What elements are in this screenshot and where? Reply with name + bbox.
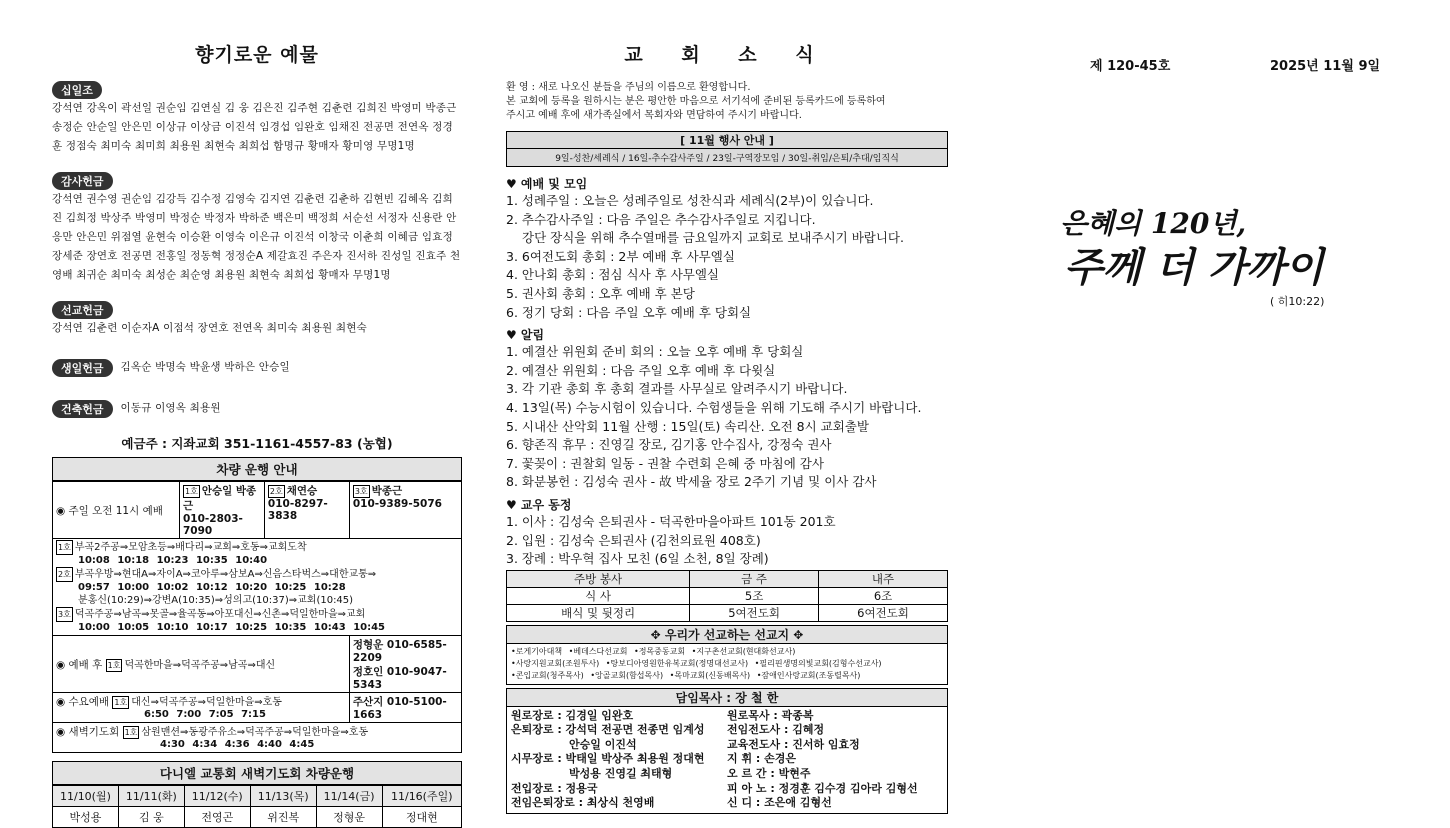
kitchen-cell: 5여전도회 xyxy=(690,604,819,621)
daniel-name: 박성용 xyxy=(53,807,119,828)
notice-item: 4. 13일(목) 수능시험이 있습니다. 수험생들을 위해 기도해 주시기 바랍니다. xyxy=(506,399,922,415)
daniel-name: 정대현 xyxy=(382,807,461,828)
mission-title: ✥ 우리가 선교하는 선교지 ✥ xyxy=(507,626,947,644)
route-2-times: 09:57 10:00 10:02 10:12 10:20 10:25 10:28 xyxy=(78,582,346,593)
after-tag: 1호 xyxy=(107,660,121,670)
staff-line: 안승일 이진석 xyxy=(569,737,637,751)
welcome-line-1: 환 영 : 새로 나오신 분들을 주님의 이름으로 환영합니다. xyxy=(506,82,751,93)
daniel-name: 김 웅 xyxy=(118,807,184,828)
staff-list xyxy=(507,707,947,813)
wed-tag: 1호 xyxy=(114,698,128,707)
birthday-names: 김옥순 박명숙 박윤생 박하은 안승일 xyxy=(120,361,290,373)
daniel-date: 11/12(수) xyxy=(184,786,250,807)
after-service-row xyxy=(53,636,350,693)
building-section xyxy=(52,399,462,418)
driver-3-phone: 010-9389-5076 xyxy=(352,498,442,510)
issue-date: 2025년 11월 9일 xyxy=(1270,59,1381,74)
mission-offering-section xyxy=(52,301,462,338)
staff-line: 지 휘 : 손경은 xyxy=(727,752,797,766)
birthday-badge: 생일헌금 xyxy=(52,359,113,377)
daniel-date: 11/14(금) xyxy=(316,786,382,807)
kitchen-cell: 6여전도회 xyxy=(819,604,948,621)
mission-box xyxy=(506,625,948,685)
member-item: 2. 입원 : 김성숙 은퇴권사 (김천의료원 408호) xyxy=(506,532,761,548)
driver-2 xyxy=(264,482,349,539)
wed-times: 6:50 7:00 7:05 7:15 xyxy=(144,709,266,720)
daniel-table xyxy=(52,785,462,828)
kitchen-cell: 6조 xyxy=(819,587,948,604)
route-3-tag: 3호 xyxy=(56,607,73,622)
daniel-name: 전영곤 xyxy=(184,807,250,828)
dawn-row xyxy=(53,723,462,753)
staff-line: 박성용 진영길 최태형 xyxy=(569,767,673,781)
pastor-title: 담임목사 : 장 철 한 xyxy=(507,689,947,707)
kitchen-cell: 5조 xyxy=(690,587,819,604)
member-heading: ♥ 교우 동정 xyxy=(506,497,572,512)
dawn-label: ◉ 새벽기도회 xyxy=(56,726,120,738)
mission-line: •콘입교회(청주목사) •앙골교회(함섭목사) •목마교회(신동배목사) •잠애인사랑교회(조동렬목사) xyxy=(511,670,861,680)
notice-item: 6. 향존직 휴무 : 진영길 장로, 김기홍 안수집사, 강정숙 권사 xyxy=(506,437,832,453)
staff-right xyxy=(727,709,943,811)
route-2-tag: 2호 xyxy=(56,567,73,582)
logo-ref: ( 히10:22) xyxy=(1270,295,1325,308)
dawn-route: 삼원맨션⇒동광주유소⇒덕곡주공⇒덕일한마을⇒호동 xyxy=(141,727,369,738)
after-phone-2: 정호인 010-9047-5343 xyxy=(352,666,447,691)
route-1-text: 부곡2주공⇒모암초등⇒배다리⇒교회⇒호동⇒교회도착 xyxy=(74,542,307,553)
pastor-box xyxy=(506,688,948,814)
daniel-dates-row xyxy=(53,786,462,807)
daniel-name: 정형운 xyxy=(316,807,382,828)
dawn-tag: 1호 xyxy=(124,728,138,737)
daniel-schedule xyxy=(52,761,462,828)
wed-route: 대신⇒덕곡주공⇒덕일한마을⇒호동 xyxy=(131,697,282,708)
after-phones xyxy=(349,636,461,693)
driver-1 xyxy=(180,482,265,539)
route-1 xyxy=(56,540,458,555)
driver-2-phone: 010-8297-3838 xyxy=(267,498,328,522)
route-2-text: 부곡우방⇒현대A⇒자이A⇒코아루⇒삼보A⇒신음스타벅스⇒대한교통⇒ xyxy=(74,569,377,580)
thanks-badge: 감사헌금 xyxy=(52,172,113,190)
daniel-title: 다니엘 교통회 새벽기도회 차량운행 xyxy=(52,761,462,785)
worship-item: 5. 권사회 총회 : 오후 예배 후 본당 xyxy=(506,285,695,301)
bank-account: 예금주 : 지좌교회 351-1161-4557-83 (농협) xyxy=(121,436,393,451)
worship-item: 강단 장식을 위해 추수열매를 금요일까지 교회로 보내주시기 바랍니다. xyxy=(522,230,904,246)
vehicle-title: 차량 운행 안내 xyxy=(52,457,462,481)
staff-line: 원로장로 : 김경일 임완호 xyxy=(511,708,634,722)
kitchen-table xyxy=(506,570,948,622)
daniel-date: 11/11(화) xyxy=(118,786,184,807)
staff-line: 피 아 노 : 정경훈 김수경 김아라 김형선 xyxy=(727,781,918,795)
issue-number: 제 120-45호 xyxy=(1090,59,1171,74)
staff-left xyxy=(511,709,727,811)
kitchen-cell: 식 사 xyxy=(507,587,690,604)
wed-label: ◉ 수요예배 xyxy=(56,696,110,708)
building-names: 이동규 이영옥 최용원 xyxy=(120,402,221,414)
logo-line-1: 은혜의 120년, xyxy=(1060,207,1247,240)
daniel-date: 11/13(목) xyxy=(250,786,316,807)
route-3 xyxy=(56,607,458,622)
staff-line: 오 르 간 : 박현주 xyxy=(727,767,811,781)
event-title: [ 11월 행사 안내 ] xyxy=(507,132,947,149)
building-badge: 건축헌금 xyxy=(52,400,113,418)
driver-1-name: 안승일 박종근 xyxy=(183,485,257,512)
staff-line: 전임은퇴장로 : 최상식 천영배 xyxy=(511,796,655,810)
daniel-date: 11/16(주일) xyxy=(382,786,461,807)
thanks-names: 강석연 권수영 권순임 김강득 김수정 김영숙 김지연 김춘련 김춘하 김현빈 김혜옥 김희진 김희정 박상주 박영미 박정순 박정자 박하준 백은미 백정희 서순선 서정자 신용란 안응만 안은민 위점열 윤현숙 이승환 이영숙 이은규 이진석 이창국 이춘희 이혜금 임효정 장세준 장연호 전공면 전홍일 정동혁 정정순A 제갈효진 주은자 진서하 진성일 진효주 천영배 최귀순 최미숙 최성순 최순영 최용원 최현숙 최희섭 황매자 무명1명 xyxy=(52,193,461,281)
kitchen-header: 주방 봉사 xyxy=(507,570,690,587)
sunday-label: ◉ 주일 오전 11시 예배 xyxy=(53,482,180,539)
after-route: 덕곡한마을⇒덕곡주공⇒남곡⇒대신 xyxy=(124,659,276,671)
staff-line: 교육전도사 : 진서하 임효정 xyxy=(727,737,860,751)
route-2-extra: 분홍신(10:29)⇒강변A(10:35)⇒성의고(10:37)⇒교회(10:45) xyxy=(78,595,354,606)
route-1-tag: 1호 xyxy=(56,540,73,555)
staff-line: 원로목사 : 곽종복 xyxy=(727,708,814,722)
mission-offering-badge: 선교헌금 xyxy=(52,301,113,319)
notice-item: 8. 화분봉헌 : 김성숙 권사 - 故 박세율 장로 2주기 기념 및 이사 감사 xyxy=(506,474,877,490)
routes-cell xyxy=(53,539,462,636)
driver-2-tag: 2호 xyxy=(269,487,283,496)
welcome-text xyxy=(506,81,948,123)
staff-line: 전임전도사 : 김혜정 xyxy=(727,723,825,737)
route-3-text: 덕곡주공⇒남곡⇒못골⇒율곡동⇒아포대신⇒신촌⇒덕일한마을⇒교회 xyxy=(74,609,366,620)
daniel-names-row xyxy=(53,807,462,828)
driver-1-tag: 1호 xyxy=(185,487,198,496)
worship-heading: ♥ 예배 및 모임 xyxy=(506,177,588,191)
kitchen-row xyxy=(507,604,948,621)
kitchen-cell: 배식 및 뒷정리 xyxy=(507,604,690,621)
staff-line: 시무장로 : 박태일 박상주 최용원 정대현 xyxy=(511,752,705,766)
logo-line-2: 주께 더 가까이 xyxy=(1064,244,1324,291)
daniel-name: 위진복 xyxy=(250,807,316,828)
worship-item: 4. 안나회 총회 : 점심 식사 후 사무엘실 xyxy=(506,267,720,283)
thanks-section xyxy=(52,172,462,285)
driver-1-phone: 010-2803-7090 xyxy=(183,513,243,537)
route-3-times: 10:00 10:05 10:10 10:17 10:25 10:35 10:43 10:45 xyxy=(78,622,386,633)
birthday-section xyxy=(52,358,462,377)
kitchen-header: 금 주 xyxy=(690,570,819,587)
mission-line: •로게기아대책 •베데스다선교회 •정목중동교회 •지구촌선교회(현대화선교사) xyxy=(511,646,796,656)
notice-item: 2. 예결산 위원회 : 다음 주일 오후 예배 후 다윗실 xyxy=(506,362,776,378)
worship-item: 1. 성례주일 : 오늘은 성례주일로 성찬식과 세례식(2부)이 있습니다. xyxy=(506,193,874,208)
daniel-date: 11/10(월) xyxy=(53,786,119,807)
dawn-times: 4:30 4:34 4:36 4:40 4:45 xyxy=(160,739,315,750)
tithe-names: 강석연 강옥이 곽선일 권순임 김연실 김 웅 김은진 김주현 김춘련 김희진 박영미 박종근 송정순 안순일 안은민 이상규 이상금 이진석 임경섭 임완호 임채진 전공면 전연옥 정경훈 정점숙 최미숙 최미희 최용원 최현숙 최희섭 함명규 황매자 황미영 무명1명 xyxy=(52,102,457,152)
after-phone-1: 정형운 010-6585-2209 xyxy=(352,639,447,664)
staff-line: 전입장로 : 정용국 xyxy=(511,781,598,795)
wed-phone xyxy=(349,693,461,723)
kitchen-row xyxy=(507,587,948,604)
wed-phone-text: 주산지 010-5100-1663 xyxy=(352,696,447,721)
tithe-badge: 십일조 xyxy=(52,81,102,99)
vehicle-table xyxy=(52,481,462,753)
driver-3 xyxy=(349,482,461,539)
event-box xyxy=(506,131,948,167)
member-item: 3. 장례 : 박우혁 집사 모친 (6일 소천, 8일 장례) xyxy=(506,551,769,567)
notice-item: 5. 시내산 산악회 11월 산행 : 15일(토) 속리산. 오전 8시 교회출발 xyxy=(506,418,869,434)
tithe-section xyxy=(52,81,462,156)
mission-list xyxy=(507,644,947,684)
worship-item: 6. 정기 당회 : 다음 주일 오후 예배 후 당회실 xyxy=(506,304,752,320)
after-label: ◉ 예배 후 xyxy=(56,658,103,671)
driver-3-name: 박종근 xyxy=(371,485,403,497)
vehicle-schedule xyxy=(52,457,462,753)
offering-column xyxy=(52,0,462,828)
news-title: 교 회 소 식 xyxy=(624,44,830,66)
mission-line: •사랑지원교회(조원투사) •탕보디아영원한유복교회(정명대선교사) •필리핀생명의빛교회(김형수선교사) xyxy=(511,658,882,668)
notice-heading: ♥ 알림 xyxy=(506,328,545,343)
wednesday-row xyxy=(53,693,350,723)
notice-item: 3. 각 기관 총회 후 총회 결과를 사무실로 알려주시기 바랍니다. xyxy=(506,381,848,397)
mission-offering-names: 강석연 김춘련 이순자A 이점석 장연호 전연옥 최미숙 최용원 최현숙 xyxy=(52,322,367,334)
route-2 xyxy=(56,567,458,582)
welcome-line-2: 본 교회에 등록을 원하시는 분은 평안한 마음으로 서기석에 준비된 등록카드에 등록하여 xyxy=(506,96,886,107)
event-sub: 9일-성찬/세례식 / 16일-추수감사주일 / 23일-구역장모임 / 30일-취임/은퇴/추대/임직식 xyxy=(555,154,899,164)
notice-item: 1. 예결산 위원회 준비 회의 : 오늘 오후 예배 후 당회실 xyxy=(506,344,804,360)
staff-line: 신 디 : 조은애 김형선 xyxy=(727,796,832,810)
offering-title: 향기로운 예물 xyxy=(195,44,319,66)
member-list xyxy=(506,513,948,569)
notice-list xyxy=(506,343,948,492)
anniversary-logo xyxy=(1060,195,1360,315)
kitchen-header: 내주 xyxy=(819,570,948,587)
driver-3-tag: 3호 xyxy=(354,487,368,496)
member-item: 1. 이사 : 김성숙 은퇴권사 - 덕곡한마을아파트 101동 201호 xyxy=(506,513,836,529)
worship-item: 3. 6여전도회 총회 : 2부 예배 후 사무엘실 xyxy=(506,248,735,264)
route-1-times: 10:08 10:18 10:23 10:35 10:40 xyxy=(78,555,268,566)
worship-list xyxy=(506,192,948,322)
kitchen-header-row xyxy=(507,570,948,587)
notice-item: 7. 꽃꽂이 : 권찰회 일동 - 권찰 수련회 은혜 중 마침에 감사 xyxy=(506,455,824,471)
welcome-line-3: 주시고 예배 후에 새가족실에서 목회자와 면담하여 주시기 바랍니다. xyxy=(506,110,802,121)
news-column xyxy=(506,0,948,814)
staff-line: 은퇴장로 : 강석덕 전공면 전종면 임계성 xyxy=(511,723,705,737)
driver-2-name: 채연승 xyxy=(286,485,318,497)
worship-item: 2. 추수감사주일 : 다음 주일은 추수감사주일로 지킵니다. xyxy=(506,211,816,227)
